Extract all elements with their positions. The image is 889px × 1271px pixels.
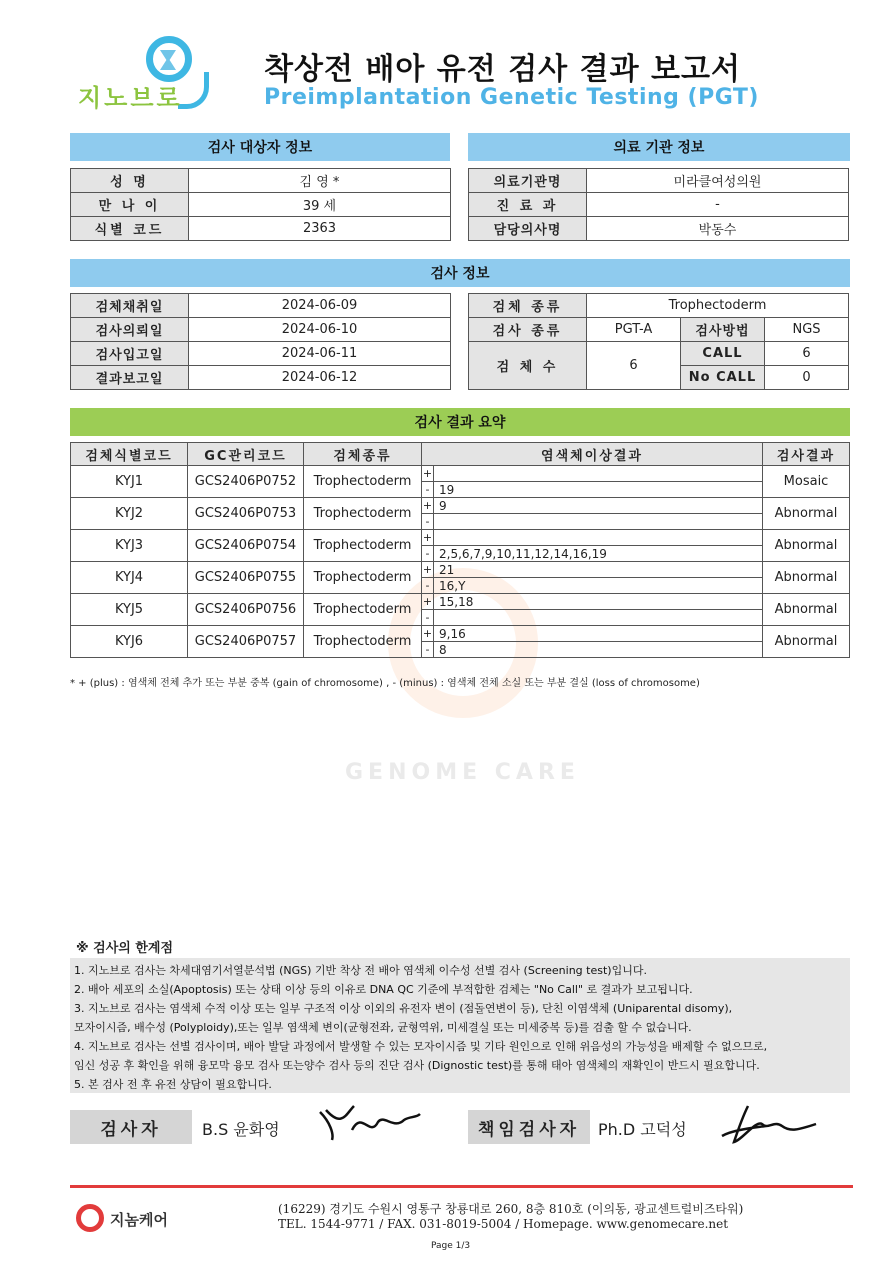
table-row [71,342,451,366]
report-title-en: Preimplantation Genetic Testing (PGT) [264,85,759,110]
test-method: NGS [765,318,849,342]
report-date: 2024-06-12 [189,366,451,390]
test-result: Abnormal [763,562,850,594]
plus-sign: + [422,467,433,480]
genomecare-logo-icon [76,1204,104,1232]
method-label: 검사방법 [681,318,765,342]
footer-divider [70,1185,853,1188]
chromosome-result [422,562,763,594]
request-label: 검사의뢰일 [71,318,189,342]
specimen-table [468,293,849,390]
receive-date: 2024-06-11 [189,342,451,366]
summary-table [70,442,850,658]
table-row [71,530,850,562]
id-label: 식별 코드 [71,217,189,241]
gain-value: 9 [439,498,447,513]
chromosome-result [422,498,763,530]
institution-table [468,168,849,241]
chromosome-result [422,530,763,562]
specimen-type: Trophectoderm [587,294,849,318]
limitation-line: 4. 지노브로 검사는 선별 검사이며, 배아 발달 과정에서 발생할 수 있는 모자이시즘 및 기타 원인으로 인해 위음성의 가능성을 배제할 수 없으므로, [74,1040,768,1053]
gain-value: 9,16 [439,626,466,641]
request-date: 2024-06-10 [189,318,451,342]
gc-code: GCS2406P0756 [188,594,304,626]
loss-value: 8 [439,642,447,657]
minus-sign: - [422,642,434,657]
brand-logo-text: 지노브로 [78,84,183,112]
test-info-section-title: 검사 정보 [70,259,850,287]
specimen-type: Trophectoderm [304,530,422,562]
specimen-type: Trophectoderm [304,498,422,530]
specimen-id: KYJ5 [71,594,188,626]
collect-date: 2024-06-09 [189,294,451,318]
test-type-label: 검사 종류 [469,318,587,342]
subject-name: 김 영 * [189,169,451,193]
footer-contact: TEL. 1544-9771 / FAX. 031-8019-5004 / Homepage. www.genomecare.net [278,1217,729,1231]
header-test-result: 검사결과 [763,443,850,466]
gc-code: GCS2406P0757 [188,626,304,658]
gc-code: GCS2406P0752 [188,466,304,498]
test-type: PGT-A [587,318,681,342]
footer-logo-text: 지놈케어 [110,1211,168,1229]
limitation-line: 모자이시즘, 배수성 (Polyploidy),또는 일부 염색체 변이(균형전좌, 균형역위, 미세결실 또는 미세중복 등)를 검출 할 수 없습니다. [74,1021,692,1034]
collect-label: 검체채취일 [71,294,189,318]
gain-value: 21 [439,562,455,577]
footer-address: (16229) 경기도 수원시 영통구 창룡대로 260, 8층 810호 (이의동, 광교센트럴비즈타워) [278,1202,744,1216]
limitation-line: 1. 지노브로 검사는 차세대염기서열분석법 (NGS) 기반 착상 전 배아 염색체 이수성 선별 검사 (Screening test)입니다. [74,964,647,977]
nocall-count: 0 [765,366,849,390]
specimen-type: Trophectoderm [304,562,422,594]
report-title-ko: 착상전 배아 유전 검사 결과 보고서 [264,52,741,87]
receive-label: 검사입고일 [71,342,189,366]
limitation-line: 2. 배아 세포의 소실(Apoptosis) 또는 상태 이상 등의 이유로 DNA QC 기준에 부적합한 검체는 "No Call" 로 결과가 보고됩니다. [74,983,693,996]
watermark-text: GENOME CARE [345,760,580,785]
specimen-type: Trophectoderm [304,626,422,658]
loss-value: 2,5,6,7,9,10,11,12,14,16,19 [439,546,607,561]
specimen-type: Trophectoderm [304,594,422,626]
responsible-label: 책임검사자 [468,1110,590,1144]
minus-sign: - [422,610,434,625]
specimen-count-label: 검 체 수 [469,342,587,390]
call-label: CALL [681,342,765,366]
specimen-type-label: 검체 종류 [469,294,587,318]
chromosome-result [422,626,763,658]
header-specimen-id: 검체식별코드 [71,443,188,466]
tester-name: B.S 윤화영 [202,1120,280,1139]
table-row [469,342,849,366]
gain-value: 15,18 [439,594,474,609]
minus-sign: - [422,514,434,529]
call-count: 6 [765,342,849,366]
loss-value: 16,Y [439,578,466,593]
chromosome-result [422,466,763,498]
institution-section-title: 의료 기관 정보 [468,133,850,161]
legend-note: * + (plus) : 염색체 전체 추가 또는 부분 중복 (gain of chromosome) , - (minus) : 염색체 전체 소실 또는 부분 결실 (loss of chromosome) [70,678,700,689]
chromosome-result [422,594,763,626]
test-result: Abnormal [763,530,850,562]
specimen-id: KYJ6 [71,626,188,658]
responsible-signature [712,1100,824,1148]
test-result: Abnormal [763,594,850,626]
table-row [71,193,451,217]
limitations-title: ※ 검사의 한계점 [76,941,174,956]
table-row [469,217,849,241]
plus-sign: + [422,563,433,576]
tester-signature [312,1100,422,1146]
table-row [71,562,850,594]
test-result: Abnormal [763,626,850,658]
header-specimen-type: 검체종류 [304,443,422,466]
report-label: 결과보고일 [71,366,189,390]
name-label: 성 명 [71,169,189,193]
specimen-id: KYJ2 [71,498,188,530]
specimen-id: KYJ4 [71,562,188,594]
limitation-line: 3. 지노브로 검사는 염색체 수적 이상 또는 일부 구조적 이상 이외의 유전자 변이 (점돌연변이 등), 단친 이염색체 (Uniparental disomy), [74,1002,733,1015]
doctor-label: 담당의사명 [469,217,587,241]
table-header-row [71,443,850,466]
plus-sign: + [422,595,433,608]
page-number: Page 1/3 [431,1241,471,1251]
table-row [71,594,850,626]
table-row [71,294,451,318]
table-row [71,466,850,498]
table-row [469,193,849,217]
specimen-id: KYJ1 [71,466,188,498]
table-row [469,169,849,193]
minus-sign: - [422,546,434,561]
institution-doctor: 박동수 [587,217,849,241]
table-row [469,318,849,342]
table-row [71,366,451,390]
header-gc-code: GC관리코드 [188,443,304,466]
subject-section-title: 검사 대상자 정보 [70,133,450,161]
limitations-box [70,958,850,1093]
institution-name: 미라클여성의원 [587,169,849,193]
table-row [71,318,451,342]
table-row [71,169,451,193]
specimen-count: 6 [587,342,681,390]
institution-name-label: 의료기관명 [469,169,587,193]
header-chromosome-result: 염색체이상결과 [422,443,763,466]
limitation-line: 5. 본 검사 전 후 유전 상담이 필요합니다. [74,1078,272,1091]
dept-label: 진 료 과 [469,193,587,217]
specimen-id: KYJ3 [71,530,188,562]
subject-age: 39 세 [189,193,451,217]
plus-sign: + [422,499,433,512]
test-dates-table [70,293,451,390]
loss-value: 19 [439,482,455,497]
table-row [71,626,850,658]
limitation-line: 임신 성공 후 확인을 위해 융모막 융모 검사 또는양수 검사 등의 진단 검사 (Dignostic test)를 통해 태아 염색체의 재확인이 반드시 필요합니다. [74,1059,760,1072]
gc-code: GCS2406P0753 [188,498,304,530]
plus-sign: + [422,531,433,544]
test-result: Mosaic [763,466,850,498]
test-result: Abnormal [763,498,850,530]
nocall-label: No CALL [681,366,765,390]
summary-section-title: 검사 결과 요약 [70,408,850,436]
table-row [71,217,451,241]
institution-dept: - [587,193,849,217]
subject-table [70,168,451,241]
responsible-name: Ph.D 고덕성 [598,1120,687,1139]
table-row [71,498,850,530]
age-label: 만 나 이 [71,193,189,217]
minus-sign: - [422,578,434,593]
minus-sign: - [422,482,434,497]
plus-sign: + [422,627,433,640]
subject-id: 2363 [189,217,451,241]
table-row [469,294,849,318]
gc-code: GCS2406P0754 [188,530,304,562]
specimen-type: Trophectoderm [304,466,422,498]
tester-label: 검사자 [70,1110,192,1144]
gc-code: GCS2406P0755 [188,562,304,594]
